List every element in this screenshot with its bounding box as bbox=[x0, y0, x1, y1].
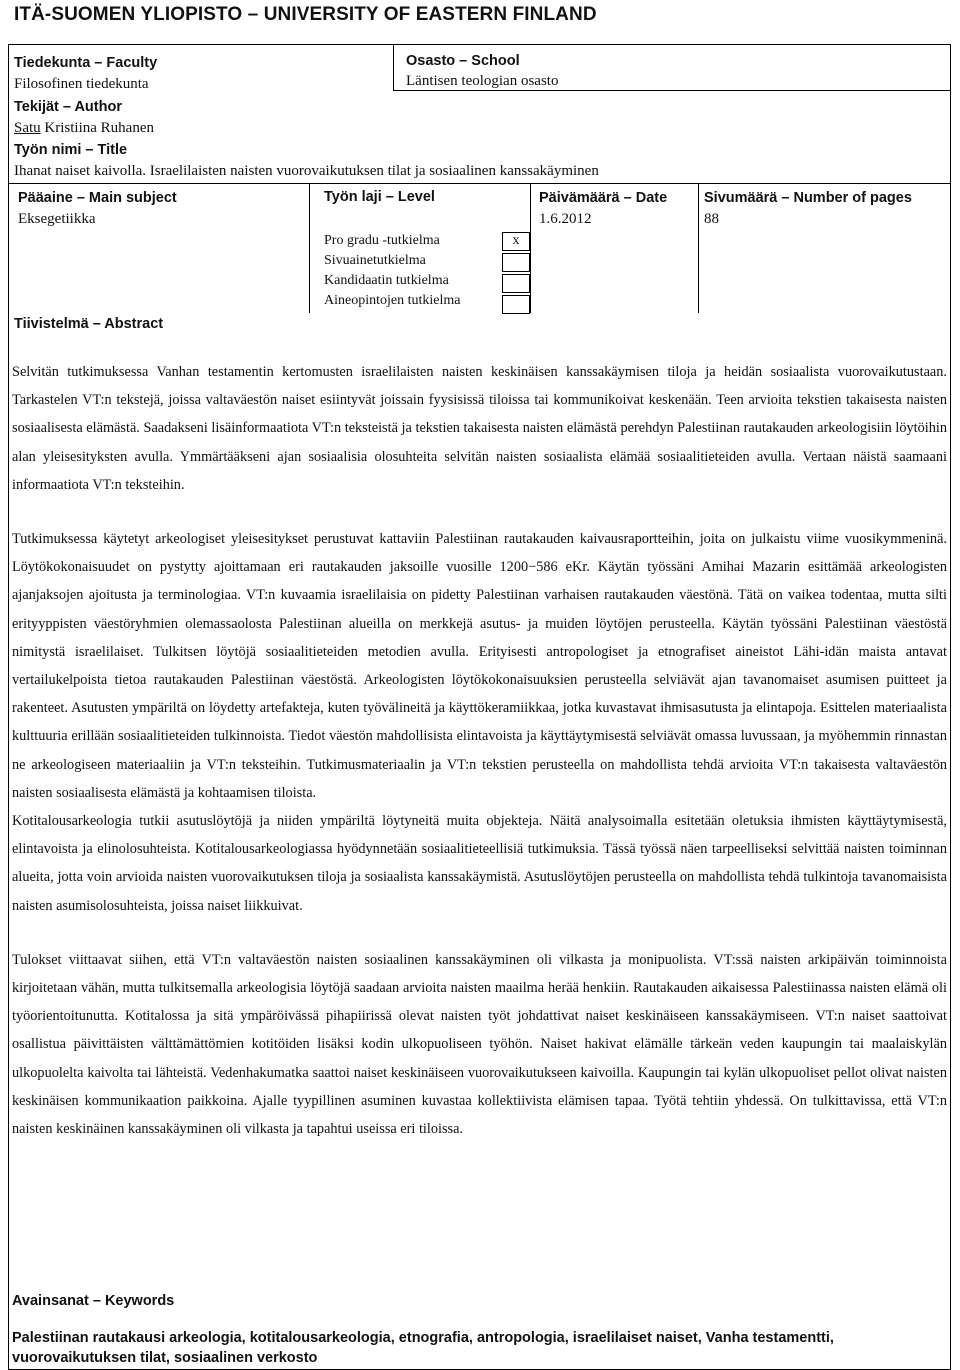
faculty-label: Tiedekunta – Faculty bbox=[14, 55, 158, 71]
school-label: Osasto – School bbox=[406, 53, 520, 69]
abstract-label: Tiivistelmä – Abstract bbox=[14, 316, 164, 332]
university-header: ITÄ-SUOMEN YLIOPISTO – UNIVERSITY OF EASTERN FINLAND bbox=[14, 4, 597, 25]
keywords-label: Avainsanat – Keywords bbox=[12, 1293, 175, 1309]
abstract-paragraph-3: Kotitalousarkeologia tutkii asutuslöytöjä ja niiden ympäriltä löytyneitä muita objekteja. Näitä analysoimalla esitetään oletuksia ihmisten käyttäytymisestä, elintavoista ja elinolosuhteista. Kotitalousarkeologiassa hyödynnetään sosiaalitieteellisiä tutkimuksia. Tässä työssä näen tarpeelliseksi selvittää naisten toiminnan alueita, jotta voin arvioida naisten vuorovaikutuksen tiloja ja sosiaalista kanssakäymistä. Asutuslöytöjen perusteella on mahdollista tehdä tulkintoja tavanomaisista naisten asumisolosuhteista, joissa naiset liikkuivat. bbox=[12, 813, 947, 914]
abstract-body bbox=[12, 358, 947, 1143]
date-pages-separator bbox=[698, 183, 699, 313]
level-checkbox-aineopinnot[interactable] bbox=[502, 295, 530, 314]
date-value: 1.6.2012 bbox=[539, 211, 592, 227]
subject-level-separator bbox=[309, 183, 310, 313]
title-divider bbox=[9, 183, 951, 184]
level-checkbox-sivuaine[interactable] bbox=[502, 253, 530, 272]
level-date-separator bbox=[530, 183, 531, 313]
level-label: Työn laji – Level bbox=[324, 189, 435, 205]
keywords-value: Palestiinan rautakausi arkeologia, kotitalousarkeologia, etnografia, antropologia, israelilaiset naiset, Vanha testamentti, vuorovaikutuksen tilat, sosiaalinen verkosto bbox=[12, 1330, 834, 1366]
subject-value: Eksegetiikka bbox=[18, 211, 96, 227]
level-option-pro-gradu: Pro gradu -tutkielma bbox=[324, 233, 440, 248]
level-option-aineopinnot: Aineopintojen tutkielma bbox=[324, 293, 461, 308]
abstract-paragraph-1: Selvitän tutkimuksessa Vanhan testamentin kertomusten israelilaisten naisten keskinäisen kanssakäymisen tiloja ja heidän sosiaalista vuorovaikutustaan. Tarkastelen VT:n tekstejä, joissa valtaväestön naiset esiintyvät joissain fyysisissä tiloissa tai kommunikoivat keskenään. Teen arvioita tekstien takaisesta naisten sosiaalisesta elämästä. Saadakseni lisäinformaatiota VT:n teksteistä ja tekstien takaisesta naisten elämästä perehdyn Palestiinan rautakauden arkeologisiin löytöihin alan yleisesityksten avulla. Ymmärtääkseni ajan sosiaalisia olosuhteita selvitän naisten sosiaalista elämää sosiaalitieteiden avulla. Vertaan näistä saamaani informaatiota VT:n teksteihin. bbox=[12, 364, 947, 493]
date-label: Päivämäärä – Date bbox=[539, 190, 668, 206]
level-option-sivuaine: Sivuainetutkielma bbox=[324, 253, 426, 268]
faculty-school-separator bbox=[393, 45, 394, 90]
abstract-paragraph-4: Tulokset viittaavat siihen, että VT:n valtaväestön naisten sosiaalinen kanssakäyminen oli vilkasta ja monipuolista. VT:ssä naisten arkipäivän toiminnoista kirjoitetaan vähän, mutta tulkitsemalla arkeologisia löytöjä saadaan arvioita naisten maailma herää henkiin. Rautakauden aikaisessa Palestiinassa naisten elämä oli työorientoitunutta. Kotitalossa ja sitä ympäröivässä pihapiirissä olevat naisten työt johdattivat naiset keskinäiseen kanssakäymiseen. VT:n naiset saattoivat osallistua päivittäisten välttämättömien kotitöiden lisäksi kodin ulkopuoliseen työhön. Naiset hakivat elämälle tärkeän veden kaupungin tai maalaiskylän ulkopuolelta kaivolta tai lähteistä. Vedenhakumatka saattoi naiset keskinäiseen vuorovaikutukseen kaivoilla. Kaupungin tai kylän ulkopuoliset pellot olivat naisten keskinäisen kommunikaation paikkoina. Ajalle tyypillinen asuminen kuvastaa kollektiivista elämisen tapaa. Työtä tehtiin yhdessä. On tulkittavissa, että VT:n naisten keskinäinen kanssakäyminen oli vilkasta ja tapahtui useissa eri tiloissa. bbox=[12, 951, 947, 1138]
level-checkbox-kandidaatti[interactable] bbox=[502, 274, 530, 293]
author-label: Tekijät – Author bbox=[14, 99, 122, 115]
level-checkbox-pro-gradu[interactable]: x bbox=[502, 232, 530, 251]
title-label: Työn nimi – Title bbox=[14, 142, 128, 158]
level-option-kandidaatti: Kandidaatin tutkielma bbox=[324, 273, 449, 288]
author-rest-name: Kristiina Ruhanen bbox=[40, 120, 154, 136]
pages-label: Sivumäärä – Number of pages bbox=[704, 190, 912, 206]
title-value: Ihanat naiset kaivolla. Israelilaisten naisten vuorovaikutuksen tilat ja sosiaalinen kanssakäyminen bbox=[14, 163, 599, 179]
subject-label: Pääaine – Main subject bbox=[18, 190, 177, 206]
author-value bbox=[14, 117, 154, 139]
faculty-value: Filosofinen tiedekunta bbox=[14, 76, 149, 92]
school-value: Läntisen teologian osasto bbox=[406, 73, 559, 89]
pages-value: 88 bbox=[704, 211, 719, 227]
abstract-paragraph-2: Tutkimuksessa käytetyt arkeologiset yleisesitykset perustuvat kattaviin Palestiinan rautakauden kaivausraportteihin, joita on julkaistu viime vuosikymmeninä. Löytökokonaisuudet on pystytty ajoittamaan eri rautakauden jaksoille vuosille 1200−586 eKr. Käytän työssäni Amihai Mazarin esittämää arkeologisten ajanjaksojen ajoitusta ja terminologiaa. VT:n kuvaamia israelilaisia on pidetty Palestiinan varhaisen rautakauden väestönä. Tätä on vaikea todentaa, mutta silti erityyppisten väestöryhmien olemassaolosta Palestiinan alueilla on merkkejä asutus- ja muiden löytöjen perusteella. Käytän työssäni Palestiinan väestöstä nimitystä israelilaiset. Tulkitsen löytöjä sosiaalitieteiden metodien avulla. Erityisesti antropologiset ja etnografiset aineistot Lähi-idän maista antavat vertailukelpoista tietoa rautakauden Palestiinan väestöstä. Arkeologisten löytökokonaisuuksien perusteella selviävät ajan tavanomaiset asumisen puitteet ja rakenteet. Asutusten ympäriltä on löydetty artefakteja, kuten työvälineitä ja käyttökeramiikkaa, jotka kuvastavat ihmisasutusta ja elintapoja. Esittelen materiaalista kulttuuria erillään sosiaalitieteiden tulkinnoista. Tiedot väestön mahdollisista elintavoista ja käyttäytymisestä selviävät omassa luvussaan, ja myöhemmin rinnastan ne arkeologiseen materiaaliin ja VT:n teksteihin. Tutkimusmateriaalin ja VT:n tekstien perusteella on mahdollista tehdä arvioita VT:n takaisesta valtaväestön naisten sosiaalisesta elämästä ja kohtaamisen tiloista. bbox=[12, 531, 947, 801]
author-first-name: Satu bbox=[14, 120, 41, 136]
